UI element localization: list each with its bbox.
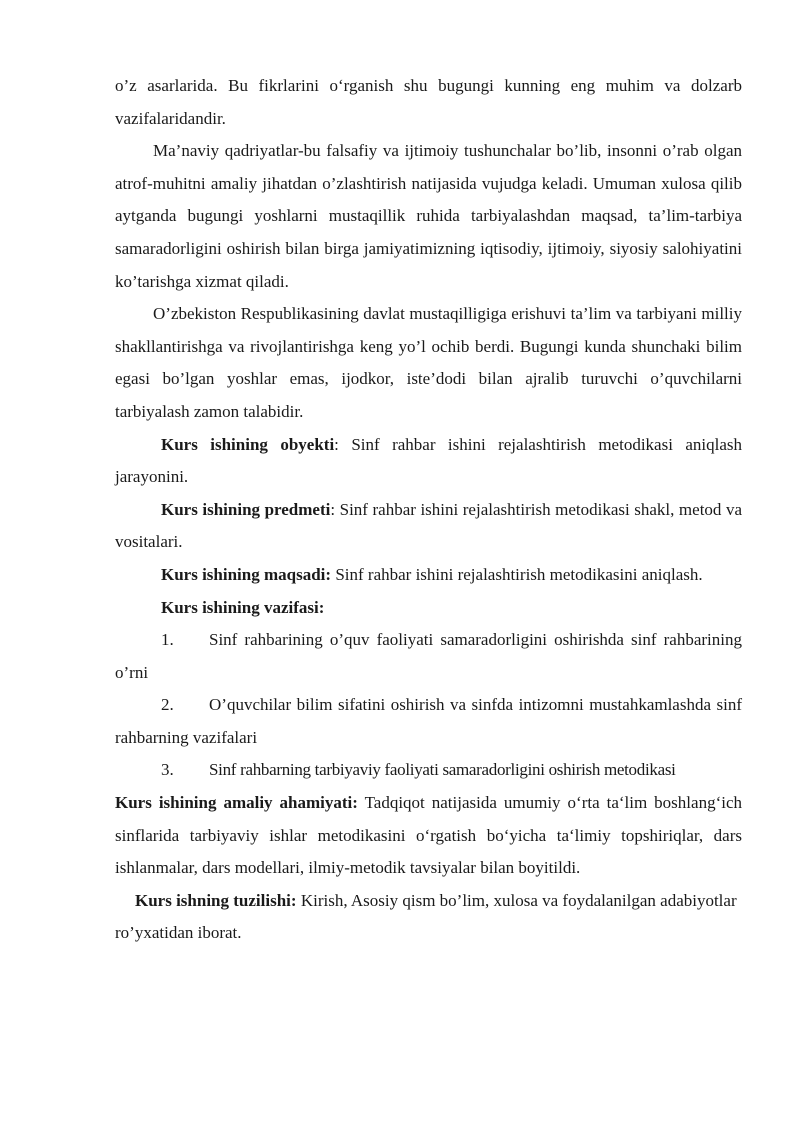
- subject-paragraph: [115, 494, 742, 559]
- intro-paragraph-3: O’zbekiston Respublikasining davlat mustaqilligiga erishuvi ta’lim va tarbiyani milliy shakllantirishga va rivojlantirishga keng yo’l ochib berdi. Bugungi kunda shunchaki bilim egasi bo’lgan yoshlar emas, ijodkor, iste’dodi bilan ajralib turuvchi o’quvchilarni tarbiyalash zamon talabidir.: [115, 304, 742, 421]
- task-text: Sinf rahbarning tarbiyaviy faoliyati samaradorligini oshirish metodikasi: [209, 760, 676, 780]
- task-text: O’quvchilar bilim sifatini oshirish va sinfda intizomni mustahkamlashda sinf rahbarning vazifalari: [115, 695, 742, 747]
- goal-text: Sinf rahbar ishini rejalashtirish metodikasini aniqlash.: [331, 564, 703, 584]
- task-text: Sinf rahbarining o’quv faoliyati samaradorligini oshirishda sinf rahbarining o’rni: [115, 630, 742, 682]
- task-item-3: [115, 754, 742, 787]
- structure-text: Kirish, Asosiy qism bo’lim, xulosa va foydalanilgan adabiyotlar ro’yxatidan iborat.: [115, 890, 737, 943]
- object-paragraph: [115, 429, 742, 494]
- object-text: : Sinf rahbar ishini rejalashtirish metodikasi aniqlash jarayonini.: [115, 434, 742, 487]
- document-page: [115, 70, 742, 950]
- goal-paragraph: [115, 559, 742, 592]
- subject-text: : Sinf rahbar ishini rejalashtirish metodikasi shakl, metod va vositalari.: [115, 499, 742, 552]
- structure-paragraph: [115, 885, 742, 950]
- goal-label: Kurs ishining maqsadi:: [161, 564, 332, 584]
- task-number: 2.: [161, 695, 174, 715]
- tasks-heading: [115, 592, 742, 625]
- practical-text: Tadqiqot natijasida umumiy o‘rta ta‘lim boshlang‘ich sinflarida tarbiyaviy ishlar metodikasini o‘rgatish bo‘yicha ta‘limiy topshiriqlar, dars ishlanmalar, dars modellari, ilmiy-metodik tavsiyalar bilan boyitildi.: [115, 793, 742, 878]
- practical-label: Kurs ishining amaliy ahamiyati:: [115, 793, 358, 813]
- task-item-2: [115, 689, 742, 754]
- object-label: Kurs ishining obyekti: [161, 434, 335, 454]
- structure-label: Kurs ishning tuzilishi:: [135, 890, 297, 910]
- task-number: 3.: [161, 760, 174, 780]
- practical-paragraph: [115, 787, 742, 885]
- intro-paragraph-1: o’z asarlarida. Bu fikrlarini o‘rganish shu bugungi kunning eng muhim va dolzarb vazifalaridandir.: [115, 76, 742, 128]
- intro-paragraph-2: Ma’naviy qadriyatlar-bu falsafiy va ijtimoiy tushunchalar bo’lib, insonni o’rab olgan atrof-muhitni amaliy jihatdan o’zlashtirish natijasida vujudga keladi. Umuman xulosa qilib aytganda bugungi yoshlarni mustaqillik ruhida tarbiyalashdan maqsad, ta’lim-tarbiya samaradorligini oshirish bilan birga jamiyatimizning iqtisodiy, ijtimoiy, siyosiy salohiyatini ko’tarishga xizmat qiladi.: [115, 141, 742, 291]
- tasks-label: Kurs ishining vazifasi:: [161, 597, 325, 617]
- task-number: 1.: [161, 630, 174, 650]
- subject-label: Kurs ishining predmeti: [161, 499, 331, 519]
- task-item-1: [115, 624, 742, 689]
